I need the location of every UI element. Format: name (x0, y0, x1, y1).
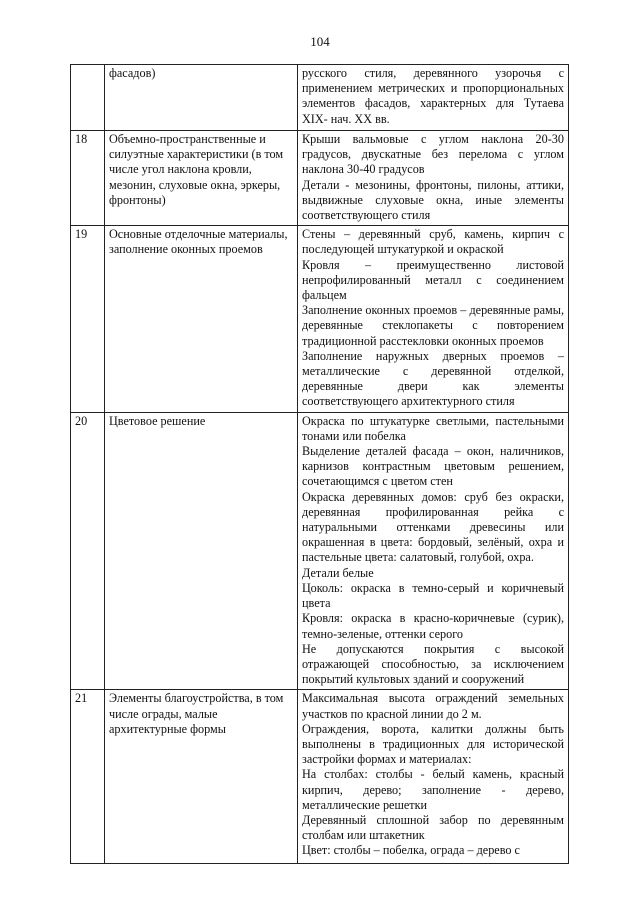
table-row (71, 65, 569, 131)
characteristic-name-text: Цветовое решение (109, 413, 206, 428)
table-row (71, 226, 569, 412)
requirement-paragraph: Детали - мезонины, фронтоны, пилоны, аттики, выдвижные слуховые окна, иные элементы соответствующего стиля (302, 177, 564, 223)
requirement-paragraph: Кровля – преимущественно листовой непрофилированный металл с соединением фальцем (302, 257, 564, 303)
row-number: 18 (71, 131, 105, 226)
requirement-paragraph: Выделение деталей фасада – окон, наличников, карнизов контрастным цветовым решением, сочетающимся с цветом стен (302, 444, 564, 489)
characteristic-name (105, 131, 298, 226)
characteristic-name-text: Основные отделочные материалы, заполнение оконных проемов (109, 227, 288, 257)
requirement-paragraph: Детали белые (302, 565, 374, 580)
characteristic-name (105, 65, 298, 131)
requirement-paragraph: Стены – деревянный сруб, камень, кирпич с последующей штукатуркой и окраской (302, 227, 564, 257)
requirement-paragraph: Не допускаются покрытия с высокой отражающей способностью, за исключением покрытий культовых зданий и сооружений (302, 641, 564, 687)
page-number: 104 (310, 34, 330, 49)
requirement-paragraph: Окраска деревянных домов: сруб без окраски, деревянная профилированная рейка с натуральными оттенками древесины или окрашенная в цвета: бордовый, зелёный, охра и пастельные цвета: салатовый, голубой, охра. (302, 489, 564, 565)
requirement-description (298, 226, 569, 412)
requirement-description (298, 412, 569, 690)
requirement-paragraph: Максимальная высота ограждений земельных участков по красной линии до 2 м. (302, 691, 564, 721)
characteristic-name-text: Элементы благоустройства, в том числе ограды, малые архитектурные формы (109, 691, 284, 736)
requirements-table (70, 64, 569, 864)
requirement-paragraph: Деревянный сплошной забор по деревянным столбам или штакетник (302, 812, 564, 843)
row-number: 20 (71, 412, 105, 690)
requirement-paragraph: Кровля: окраска в красно-коричневые (сурик), темно-зеленые, оттенки серого (302, 611, 564, 641)
table-row (71, 690, 569, 864)
row-number: 21 (71, 690, 105, 864)
requirement-paragraph: русского стиля, деревянного узорочья с применением метрических и пропорциональных элементов фасадов, характерных для Тутаева XIX- нач. XX вв. (302, 66, 564, 126)
characteristic-name-text: фасадов) (109, 66, 156, 80)
requirement-paragraph: Ограждения, ворота, калитки должны быть выполнены в традиционных для исторической застройки формах и материалах: (302, 721, 564, 767)
requirement-paragraph: Окраска по штукатурке светлыми, пастельными тонами или побелка (302, 413, 564, 443)
characteristic-name (105, 690, 298, 864)
requirement-paragraph: Заполнение наружных дверных проемов – металлические с деревянной отделкой, деревянные двери как элементы соответствующего архитектурного стиля (302, 348, 564, 409)
row-number: 19 (71, 226, 105, 412)
requirement-paragraph: Крыши вальмовые с углом наклона 20-30 градусов, двускатные без перелома с углом наклона 30-40 градусов (302, 132, 564, 177)
characteristic-name (105, 226, 298, 412)
characteristic-name-text: Объемно-пространственные и силуэтные характеристики (в том числе угол наклона кровли, мезонин, слуховые окна, эркеры, фронтоны) (109, 132, 284, 207)
requirement-paragraph: Цоколь: окраска в темно-серый и коричневый цвета (302, 580, 564, 611)
requirement-paragraph: Заполнение оконных проемов – деревянные рамы, деревянные стеклопакеты с повторением традиционной расстекловки оконных проемов (302, 303, 564, 348)
table-row (71, 412, 569, 690)
row-number (71, 65, 105, 131)
characteristic-name (105, 412, 298, 690)
requirement-description (298, 65, 569, 131)
table-row (71, 131, 569, 226)
requirement-description (298, 690, 569, 864)
requirement-paragraph: Цвет: столбы – побелка, ограда – дерево с (302, 843, 520, 858)
requirement-description (298, 131, 569, 226)
requirement-paragraph: На столбах: столбы - белый камень, красный кирпич, дерево; заполнение - дерево, металлические решетки (302, 767, 564, 812)
